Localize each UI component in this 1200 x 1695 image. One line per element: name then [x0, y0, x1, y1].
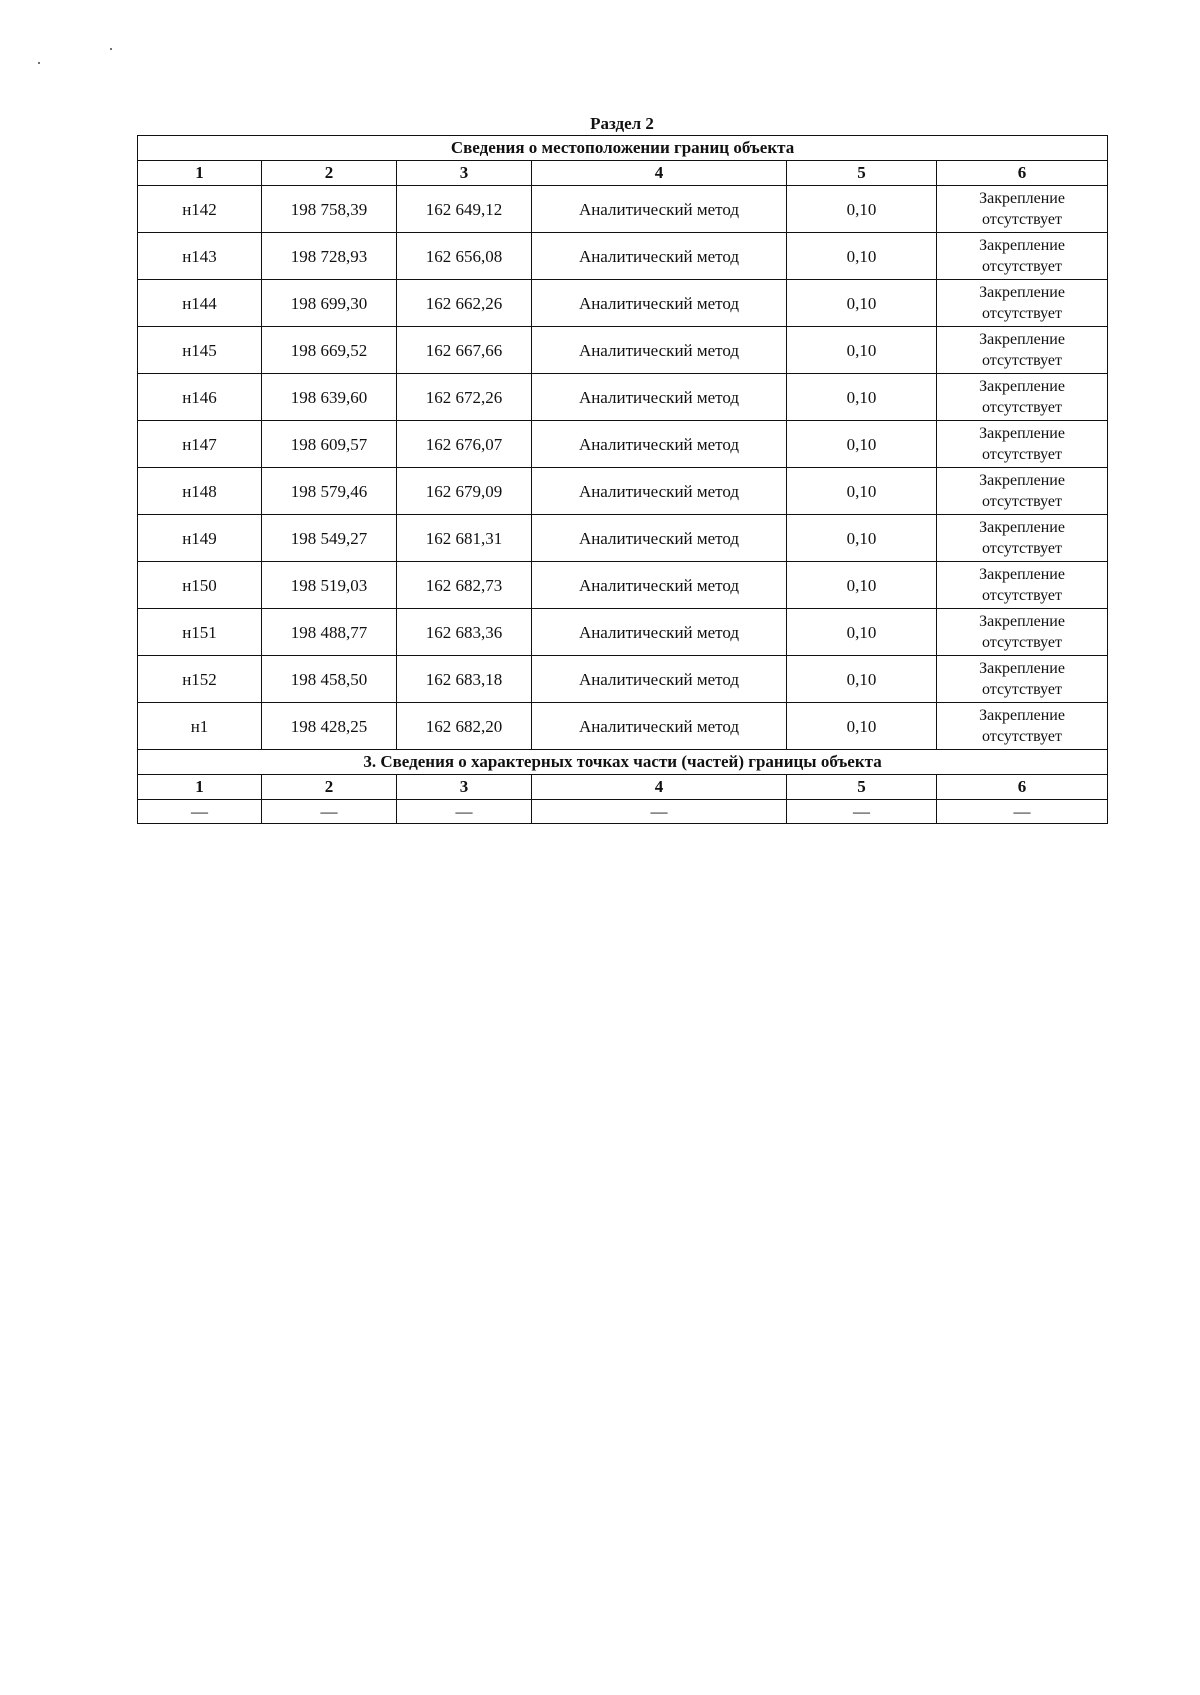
- accuracy-cell: 0,10: [787, 515, 937, 562]
- accuracy-cell: 0,10: [787, 656, 937, 703]
- empty-cell: —: [138, 800, 262, 824]
- point-name: н151: [138, 609, 262, 656]
- point-name: н142: [138, 186, 262, 233]
- table-row: [138, 186, 1108, 233]
- fixing-cell: [937, 468, 1108, 515]
- column-number: 1: [138, 775, 262, 800]
- y-coordinate: 162 682,20: [397, 703, 532, 750]
- fixing-line-1: Закрепление: [979, 472, 1065, 489]
- fixing-line-1: Закрепление: [979, 613, 1065, 630]
- fixing-line-1: Закрепление: [979, 566, 1065, 583]
- fixing-line-2: отсутствует: [981, 352, 1063, 369]
- table-row: [138, 562, 1108, 609]
- fixing-line-1: Закрепление: [979, 190, 1065, 207]
- empty-cell: —: [262, 800, 397, 824]
- section-title: Раздел 2: [590, 114, 654, 133]
- column-number: 3: [397, 775, 532, 800]
- table-row: [138, 421, 1108, 468]
- x-coordinate: 198 669,52: [262, 327, 397, 374]
- accuracy-cell: 0,10: [787, 703, 937, 750]
- y-coordinate: 162 676,07: [397, 421, 532, 468]
- fixing-cell: [937, 609, 1108, 656]
- fixing-line-1: Закрепление: [979, 378, 1065, 395]
- fixing-cell: [937, 280, 1108, 327]
- column-number-row: [138, 161, 1108, 186]
- section-heading: Сведения о местоположении границ объекта: [138, 136, 1108, 161]
- y-coordinate: 162 681,31: [397, 515, 532, 562]
- point-name: н146: [138, 374, 262, 421]
- x-coordinate: 198 488,77: [262, 609, 397, 656]
- fixing-cell: [937, 374, 1108, 421]
- point-name: н144: [138, 280, 262, 327]
- section-heading-row: [138, 750, 1108, 775]
- fixing-line-2: отсутствует: [981, 258, 1063, 275]
- fixing-line-1: Закрепление: [979, 660, 1065, 677]
- column-number: 6: [937, 161, 1108, 186]
- x-coordinate: 198 519,03: [262, 562, 397, 609]
- accuracy-cell: 0,10: [787, 609, 937, 656]
- x-coordinate: 198 579,46: [262, 468, 397, 515]
- table-row: [138, 327, 1108, 374]
- method-cell: Аналитический метод: [532, 562, 787, 609]
- x-coordinate: 198 758,39: [262, 186, 397, 233]
- y-coordinate: 162 679,09: [397, 468, 532, 515]
- fixing-line-1: Закрепление: [979, 331, 1065, 348]
- fixing-line-2: отсутствует: [981, 399, 1063, 416]
- coordinates-table: [137, 135, 1108, 824]
- y-coordinate: 162 649,12: [397, 186, 532, 233]
- table-row: [138, 703, 1108, 750]
- fixing-cell: [937, 186, 1108, 233]
- fixing-line-2: отсутствует: [981, 493, 1063, 510]
- table-row: [138, 374, 1108, 421]
- fixing-cell: [937, 327, 1108, 374]
- fixing-line-2: отсутствует: [981, 211, 1063, 228]
- fixing-cell: [937, 703, 1108, 750]
- x-coordinate: 198 458,50: [262, 656, 397, 703]
- method-cell: Аналитический метод: [532, 186, 787, 233]
- method-cell: Аналитический метод: [532, 374, 787, 421]
- method-cell: Аналитический метод: [532, 609, 787, 656]
- fixing-cell: [937, 515, 1108, 562]
- accuracy-cell: 0,10: [787, 327, 937, 374]
- section-heading: 3. Сведения о характерных точках части (частей) границы объекта: [138, 750, 1108, 775]
- accuracy-cell: 0,10: [787, 374, 937, 421]
- x-coordinate: 198 549,27: [262, 515, 397, 562]
- fixing-cell: [937, 421, 1108, 468]
- y-coordinate: 162 672,26: [397, 374, 532, 421]
- column-number: 6: [937, 775, 1108, 800]
- point-name: н152: [138, 656, 262, 703]
- fixing-cell: [937, 562, 1108, 609]
- point-name: н150: [138, 562, 262, 609]
- fixing-line-2: отсутствует: [981, 540, 1063, 557]
- table-row: [138, 800, 1108, 824]
- point-name: н147: [138, 421, 262, 468]
- fixing-cell: [937, 656, 1108, 703]
- x-coordinate: 198 428,25: [262, 703, 397, 750]
- fixing-line-1: Закрепление: [979, 425, 1065, 442]
- column-number: 2: [262, 161, 397, 186]
- method-cell: Аналитический метод: [532, 327, 787, 374]
- fixing-line-1: Закрепление: [979, 519, 1065, 536]
- y-coordinate: 162 667,66: [397, 327, 532, 374]
- scan-speck: [110, 48, 112, 50]
- y-coordinate: 162 662,26: [397, 280, 532, 327]
- table-row: [138, 515, 1108, 562]
- section-heading-row: [138, 136, 1108, 161]
- method-cell: Аналитический метод: [532, 233, 787, 280]
- method-cell: Аналитический метод: [532, 421, 787, 468]
- column-number-row: [138, 775, 1108, 800]
- point-name: н149: [138, 515, 262, 562]
- fixing-line-2: отсутствует: [981, 587, 1063, 604]
- fixing-line-2: отсутствует: [981, 305, 1063, 322]
- fixing-line-1: Закрепление: [979, 284, 1065, 301]
- y-coordinate: 162 683,36: [397, 609, 532, 656]
- fixing-line-2: отсутствует: [981, 681, 1063, 698]
- column-number: 5: [787, 161, 937, 186]
- y-coordinate: 162 683,18: [397, 656, 532, 703]
- column-number: 5: [787, 775, 937, 800]
- fixing-cell: [937, 233, 1108, 280]
- table-row: [138, 468, 1108, 515]
- accuracy-cell: 0,10: [787, 421, 937, 468]
- accuracy-cell: 0,10: [787, 186, 937, 233]
- column-number: 4: [532, 161, 787, 186]
- x-coordinate: 198 609,57: [262, 421, 397, 468]
- method-cell: Аналитический метод: [532, 280, 787, 327]
- y-coordinate: 162 656,08: [397, 233, 532, 280]
- empty-cell: —: [532, 800, 787, 824]
- empty-cell: —: [937, 800, 1108, 824]
- method-cell: Аналитический метод: [532, 656, 787, 703]
- method-cell: Аналитический метод: [532, 468, 787, 515]
- method-cell: Аналитический метод: [532, 515, 787, 562]
- column-number: 3: [397, 161, 532, 186]
- empty-cell: —: [397, 800, 532, 824]
- x-coordinate: 198 728,93: [262, 233, 397, 280]
- method-cell: Аналитический метод: [532, 703, 787, 750]
- point-name: н145: [138, 327, 262, 374]
- point-name: н143: [138, 233, 262, 280]
- accuracy-cell: 0,10: [787, 233, 937, 280]
- fixing-line-2: отсутствует: [981, 728, 1063, 745]
- fixing-line-1: Закрепление: [979, 707, 1065, 724]
- table-row: [138, 656, 1108, 703]
- fixing-line-2: отсутствует: [981, 634, 1063, 651]
- y-coordinate: 162 682,73: [397, 562, 532, 609]
- point-name: н1: [138, 703, 262, 750]
- empty-cell: —: [787, 800, 937, 824]
- x-coordinate: 198 699,30: [262, 280, 397, 327]
- column-number: 1: [138, 161, 262, 186]
- accuracy-cell: 0,10: [787, 562, 937, 609]
- table-row: [138, 233, 1108, 280]
- accuracy-cell: 0,10: [787, 280, 937, 327]
- point-name: н148: [138, 468, 262, 515]
- fixing-line-2: отсутствует: [981, 446, 1063, 463]
- table-row: [138, 609, 1108, 656]
- column-number: 4: [532, 775, 787, 800]
- fixing-line-1: Закрепление: [979, 237, 1065, 254]
- scan-speck: [38, 62, 40, 64]
- table-row: [138, 280, 1108, 327]
- accuracy-cell: 0,10: [787, 468, 937, 515]
- x-coordinate: 198 639,60: [262, 374, 397, 421]
- column-number: 2: [262, 775, 397, 800]
